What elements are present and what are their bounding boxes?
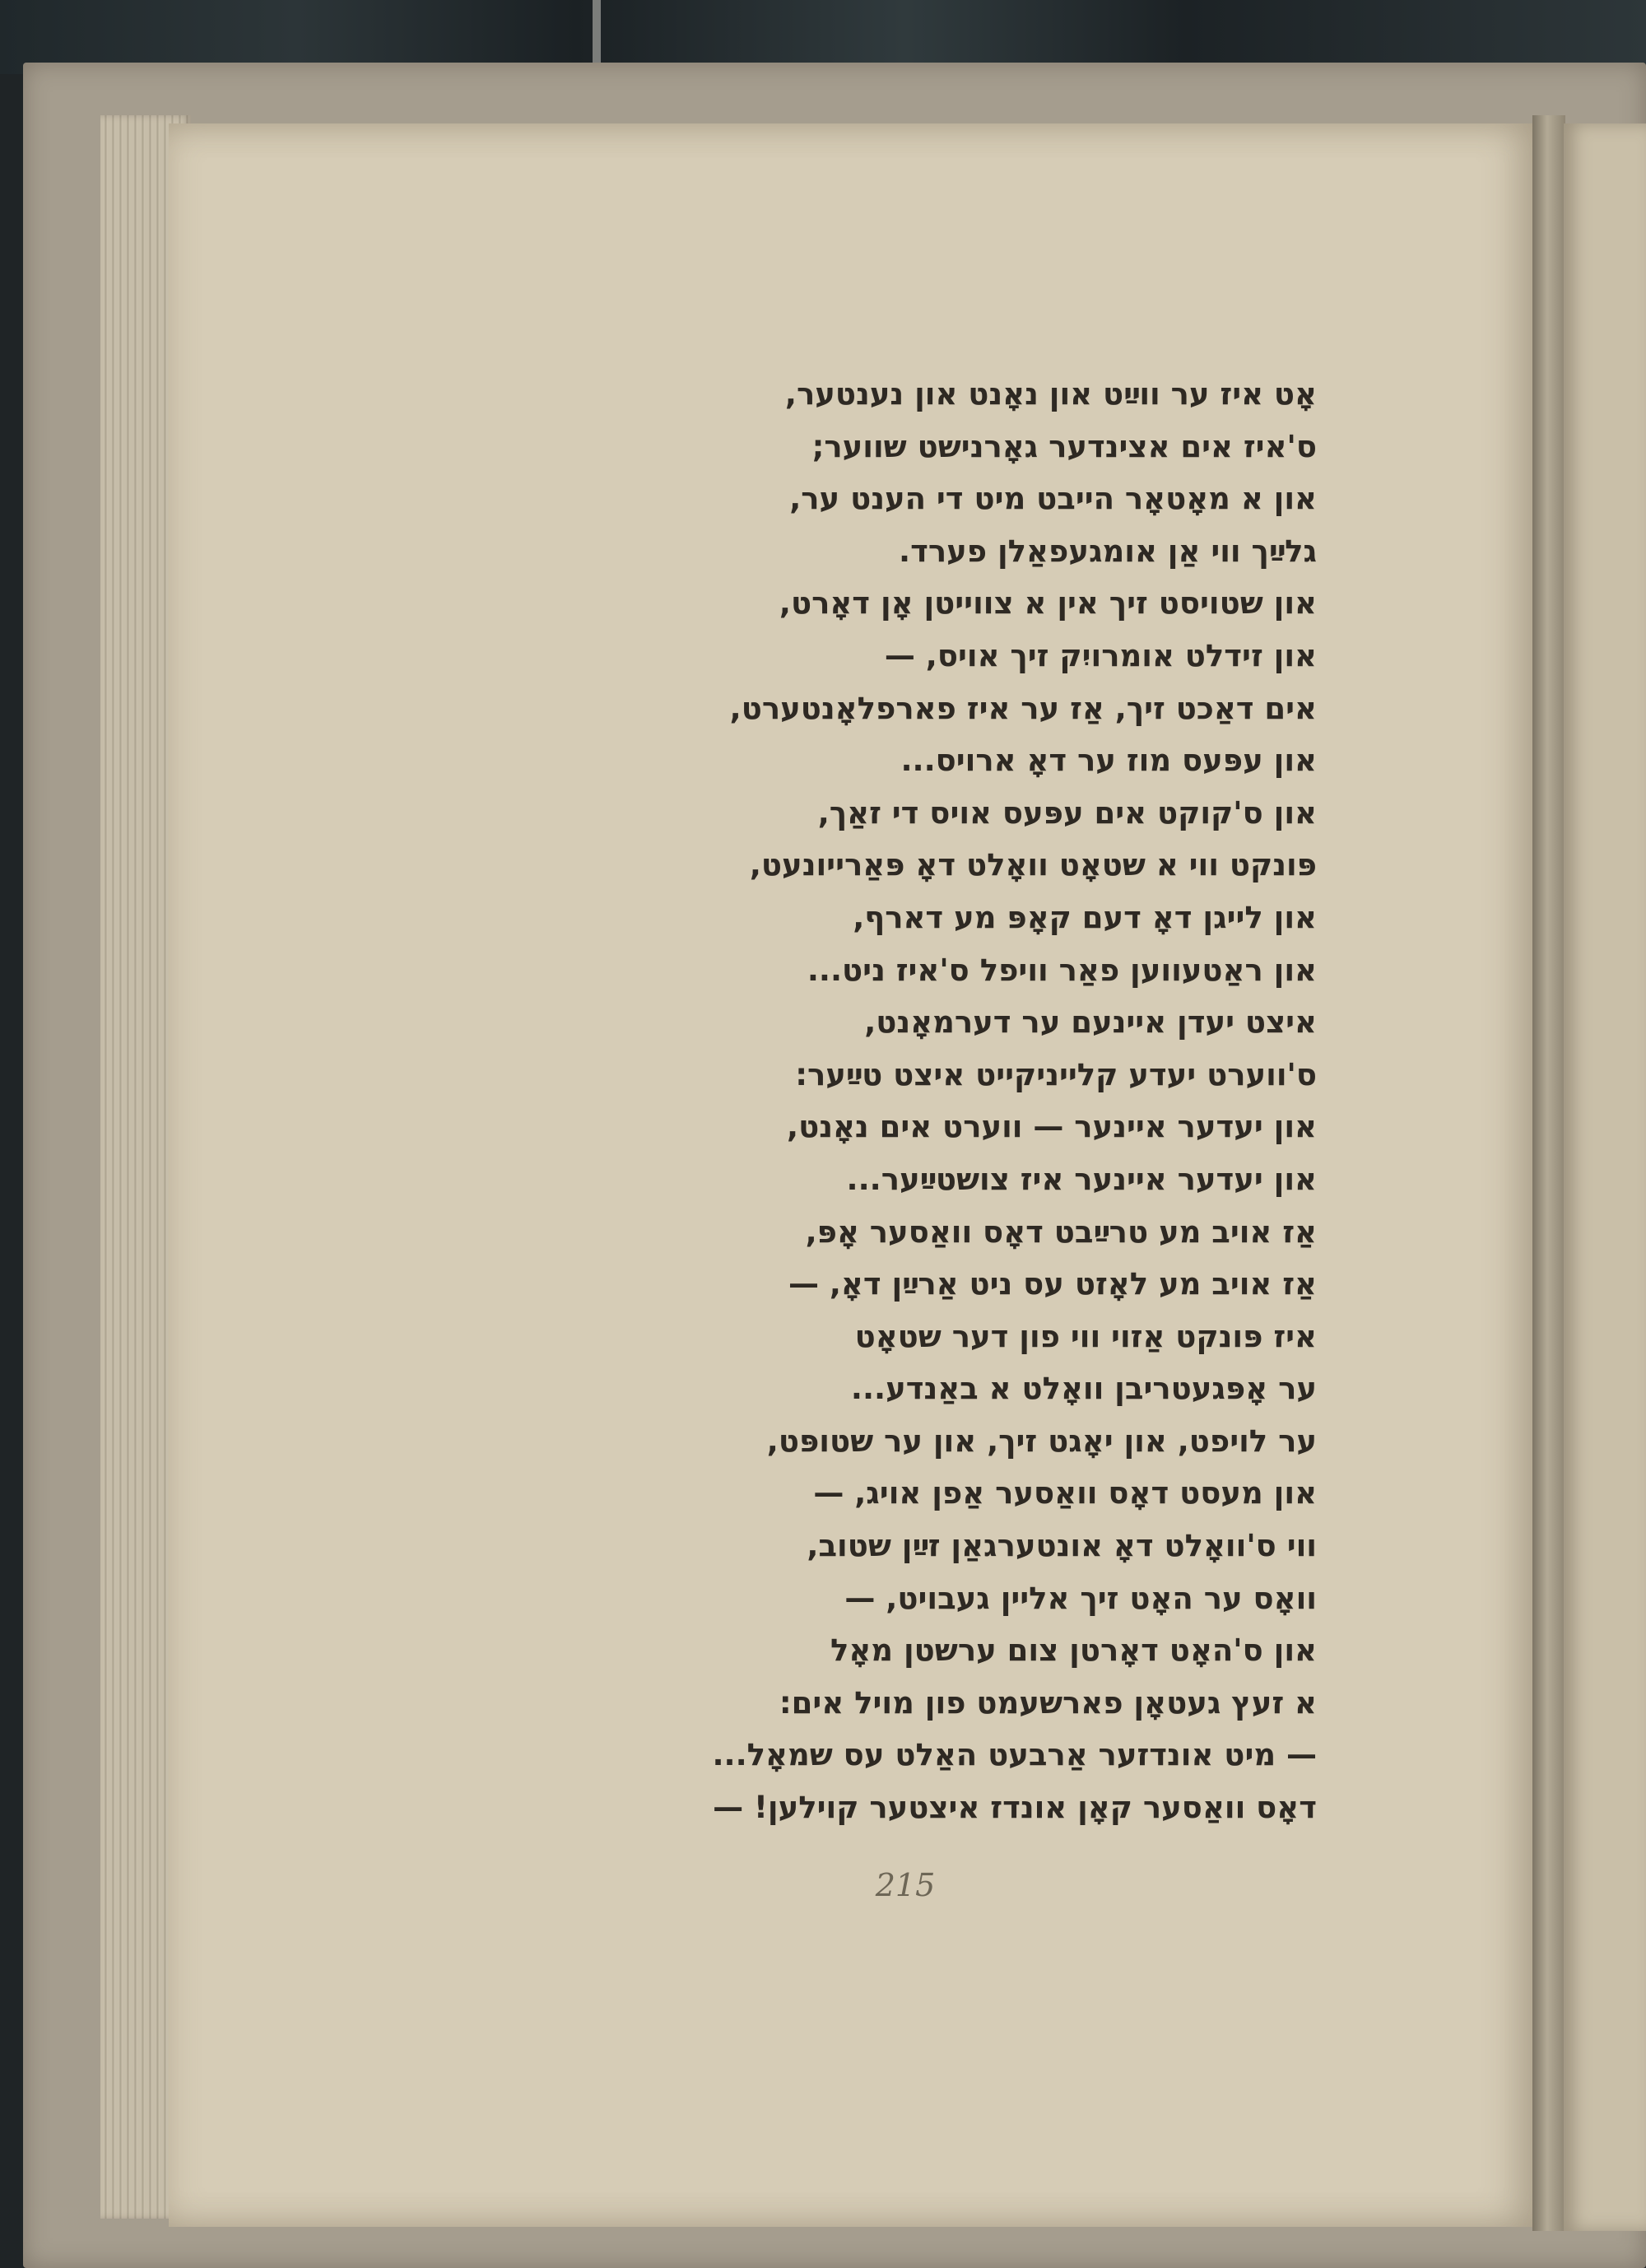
- poem-line: איצט יעדן איינעם ער דערמאָנט,: [864, 1004, 1317, 1041]
- poem-line: ער אָפּגעטריבן וואָלט א באַנדע...: [850, 1371, 1317, 1407]
- poem-line: ער לויפט, און יאָגט זיך, און ער שטופּט,: [766, 1423, 1317, 1459]
- poem-line: און יעדער איינער איז צושטײַער...: [846, 1161, 1317, 1197]
- book-gutter: [1532, 115, 1565, 2231]
- poem-line: ס'איז אים אצינדער גאָרנישט שווער;: [811, 428, 1317, 464]
- poem-line: און שטויסט זיך אין א צווייטן אָן דאָרט,: [779, 585, 1317, 622]
- facing-page-edge: [1564, 123, 1646, 2231]
- poem-line: איז פּונקט אַזוי ווי פון דער שטאָט: [854, 1318, 1317, 1354]
- poem-line: ווי ס'וואָלט דאָ אונטערגאַן זײַן שטוב,: [807, 1528, 1317, 1564]
- page-number: 215: [875, 1867, 936, 1903]
- poem-line: און לייגן דאָ דעם קאָפּ מע דארף,: [853, 899, 1317, 935]
- poem-line: א זעץ געטאָן פארשעמט פון מויל אים:: [779, 1684, 1317, 1721]
- poem-line: אָט איז ער ווײַט און נאָנט און נענטער,: [784, 376, 1317, 412]
- poem-line: און ס'קוקט אים עפּעס אויס די זאַך,: [817, 794, 1317, 831]
- poem-line: און יעדער איינער — ווערט אים נאָנט,: [787, 1109, 1317, 1145]
- poem-line: און מעסט דאָס וואַסער אַפן אויג, —: [813, 1475, 1317, 1511]
- poem-line: און ס'האָט דאָרטן צום ערשטן מאָל: [830, 1632, 1317, 1669]
- poem-line: אים דאַכט זיך, אַז ער איז פארפלאָנטערט,: [729, 690, 1317, 726]
- poem-line: און עפּעס מוז ער דאָ ארויס...: [900, 743, 1317, 779]
- poem-line: גלײַך ווי אַן אומגעפאַלן פערד.: [899, 533, 1317, 569]
- poem-line: וואָס ער האָט זיך אליין געבויט, —: [844, 1580, 1317, 1616]
- poem-line: ס'ווערט יעדע קלייניקייט איצט טײַער:: [795, 1056, 1317, 1092]
- poem-line: און זידלט אומרויִק זיך אויס, —: [884, 637, 1317, 673]
- poem-line: און ראַטעווען פאַר וויפל ס'איז ניט...: [807, 952, 1317, 988]
- poem-line: דאָס וואַסער קאָן אונדז איצטער קוילען! —: [713, 1790, 1317, 1826]
- poem-line: — מיט אונדזער אַרבעט האַלט עס שמאָל...: [712, 1737, 1317, 1773]
- poem-text: [593, 368, 1317, 1834]
- poem-line: אַז אויב מע לאָזט עס ניט אַרײַן דאָ, —: [788, 1266, 1317, 1302]
- poem-line: און א מאָטאָר הייבט מיט די הענט ער,: [789, 481, 1317, 517]
- poem-line: אַז אויב מע טרײַבט דאָס וואַסער אָפּ,: [805, 1213, 1317, 1250]
- poem-line: פּונקט ווי א שטאָט וואָלט דאָ פּאַרייונעט,: [749, 847, 1317, 883]
